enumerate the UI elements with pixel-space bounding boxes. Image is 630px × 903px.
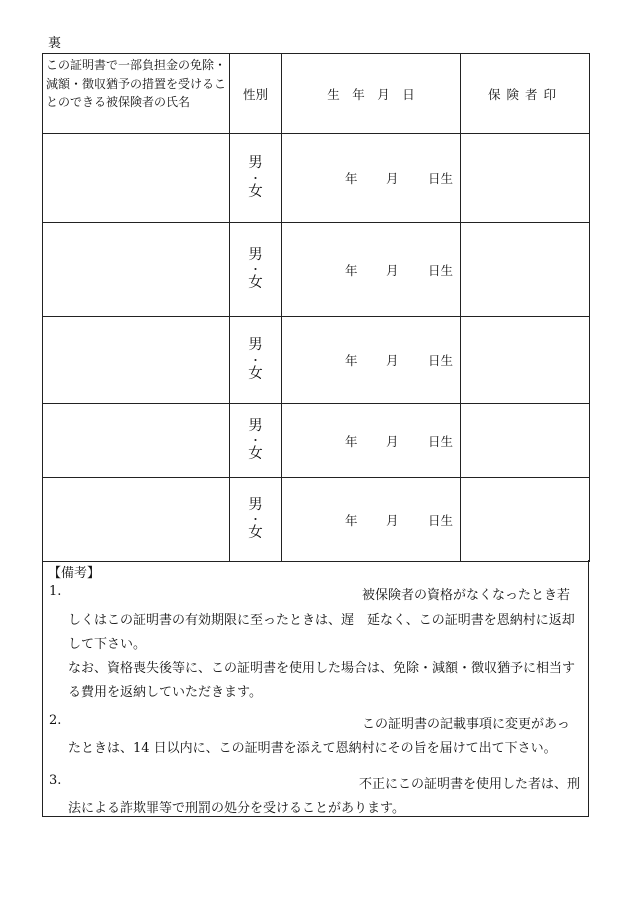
remark-line: たときは、14 日以内に、この証明書を添えて恩納村にその旨を届けて出て下さい。 bbox=[68, 741, 557, 756]
separator-dot: ・ bbox=[250, 353, 261, 367]
table-row bbox=[43, 134, 590, 223]
remark-lead-text: 不正にこの証明書を使用した者は、刑 bbox=[359, 777, 581, 792]
date-of-birth-cell[interactable] bbox=[282, 404, 461, 478]
day-born-label: 日生 bbox=[428, 262, 454, 278]
day-born-label: 日生 bbox=[428, 353, 454, 368]
sex-cell[interactable] bbox=[230, 478, 282, 562]
table-row bbox=[43, 317, 590, 404]
female-option: 女 bbox=[248, 275, 263, 291]
year-label: 年 bbox=[345, 512, 358, 528]
name-cell[interactable] bbox=[43, 134, 230, 223]
sex-cell[interactable] bbox=[230, 404, 282, 478]
remark-line: る費用を返納していただきます。 bbox=[68, 685, 262, 700]
date-of-birth-cell[interactable] bbox=[282, 134, 461, 223]
day-born-label: 日生 bbox=[428, 512, 454, 528]
separator-dot: ・ bbox=[250, 171, 261, 185]
remark-line: して下さい。 bbox=[68, 637, 147, 652]
remark-lead-text: この証明書の記載事項に変更があっ bbox=[362, 717, 570, 732]
male-option: 男 bbox=[248, 496, 263, 513]
year-label: 年 bbox=[345, 171, 358, 186]
remark-line: なお、資格喪失後等に、この証明書を使用した場合は、免除・減額・徴収猶予に相当す bbox=[68, 661, 576, 676]
month-label: 月 bbox=[386, 433, 399, 449]
month-label: 月 bbox=[386, 353, 399, 368]
table-row bbox=[43, 478, 590, 562]
separator-dot: ・ bbox=[250, 263, 261, 276]
header-insurer-seal: 保険者印 bbox=[461, 54, 590, 134]
seal-cell bbox=[461, 223, 590, 317]
month-label: 月 bbox=[386, 512, 399, 528]
female-option: 女 bbox=[248, 446, 263, 462]
female-option: 女 bbox=[248, 365, 263, 382]
male-option: 男 bbox=[248, 155, 263, 171]
day-born-label: 日生 bbox=[428, 171, 454, 186]
table-row bbox=[43, 223, 590, 317]
table-header-row bbox=[43, 54, 590, 134]
name-cell[interactable] bbox=[43, 317, 230, 404]
page-side-label: 裏 bbox=[48, 36, 62, 51]
table-row bbox=[43, 404, 590, 478]
separator-dot: ・ bbox=[250, 513, 261, 526]
remark-number: 2. bbox=[49, 713, 62, 728]
name-cell[interactable] bbox=[43, 478, 230, 562]
remark-lead-text: 被保険者の資格がなくなったとき若 bbox=[362, 588, 571, 603]
header-insured-name: この証明書で一部負担金の免除・減額・徴収猶予の措置を受けることのできる被保険者の氏名 bbox=[43, 54, 230, 134]
sex-cell[interactable] bbox=[230, 317, 282, 404]
seal-cell bbox=[461, 404, 590, 478]
insured-persons-table bbox=[42, 53, 590, 562]
male-option: 男 bbox=[248, 417, 263, 434]
seal-cell bbox=[461, 317, 590, 404]
name-cell[interactable] bbox=[43, 404, 230, 478]
remark-line: しくはこの証明書の有効期限に至ったときは、遅 延なく、この証明書を恩納村に返却 bbox=[68, 613, 575, 628]
year-label: 年 bbox=[345, 433, 358, 449]
sex-cell[interactable] bbox=[230, 134, 282, 223]
female-option: 女 bbox=[248, 183, 263, 200]
remarks-title: 【備考】 bbox=[48, 566, 101, 581]
remark-number: 1. bbox=[49, 584, 62, 599]
male-option: 男 bbox=[248, 246, 263, 263]
year-label: 年 bbox=[345, 262, 358, 278]
remark-number: 3. bbox=[49, 773, 62, 788]
female-option: 女 bbox=[248, 525, 263, 541]
date-of-birth-cell[interactable] bbox=[282, 223, 461, 317]
year-label: 年 bbox=[345, 353, 358, 368]
seal-cell bbox=[461, 478, 590, 562]
month-label: 月 bbox=[386, 171, 399, 186]
date-of-birth-cell[interactable] bbox=[282, 317, 461, 404]
seal-cell bbox=[461, 134, 590, 223]
remarks-section bbox=[42, 560, 589, 817]
remark-line: 法による詐欺罪等で刑罰の処分を受けることがあります。 bbox=[68, 801, 405, 816]
header-sex: 性別 bbox=[230, 54, 282, 134]
separator-dot: ・ bbox=[250, 434, 261, 447]
day-born-label: 日生 bbox=[428, 433, 454, 449]
name-cell[interactable] bbox=[43, 223, 230, 317]
sex-cell[interactable] bbox=[230, 223, 282, 317]
header-date-of-birth: 生 年 月 日 bbox=[282, 54, 461, 134]
male-option: 男 bbox=[248, 337, 263, 353]
month-label: 月 bbox=[386, 262, 399, 278]
date-of-birth-cell[interactable] bbox=[282, 478, 461, 562]
